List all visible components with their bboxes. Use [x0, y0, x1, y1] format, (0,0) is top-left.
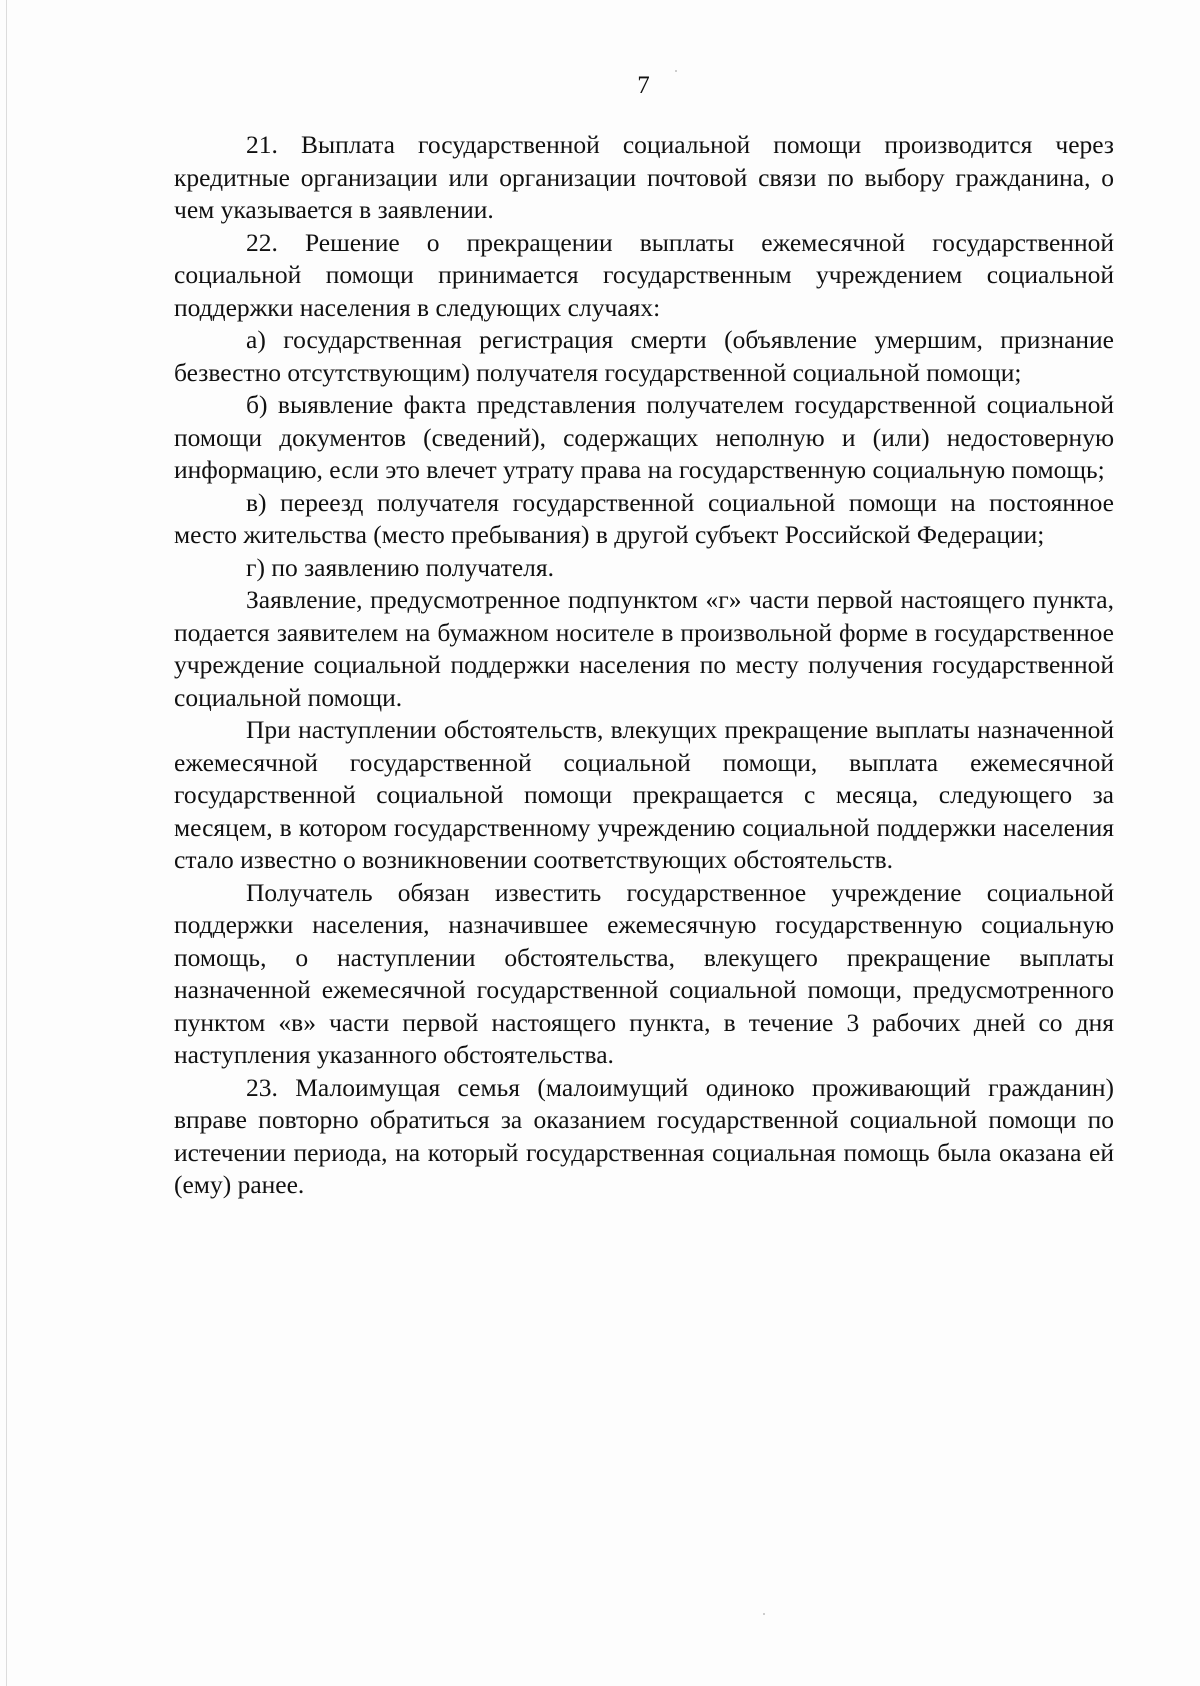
paragraph-termination: При наступлении обстоятельств, влекущих прекращение выплаты назначенной ежемесячной государственной социальной помощи, выплата ежемесячной государственной социальной помощи прекращается с месяца, следующего за месяцем, в котором государственному учреждению социальной поддержки населения стало известно о возникновении соответствующих обстоятельств.: [174, 715, 1114, 874]
paragraph-23: 23. Малоимущая семья (малоимущий одиноко проживающий гражданин) вправе повторно обратиться за оказанием государственной социальной помощи по истечении периода, на который государственная социальная помощь была оказана ей (ему) ранее.: [174, 1072, 1114, 1199]
paragraph-application: Заявление, предусмотренное подпунктом «г» части первой настоящего пункта, подается заявителем на бумажном носителе в произвольной форме в государственное учреждение социальной поддержки населения по месту получения государственной социальной помощи.: [174, 585, 1114, 712]
paragraph-recipient-duty: Получатель обязан известить государственное учреждение социальной поддержки населения, назначившее ежемесячную государственную социальную помощь, о наступлении обстоятельства, влекущего прекращение выплаты назначенной ежемесячной государственной социальной помощи, предусмотренного пунктом «в» части первой настоящего пункта, в течение 3 рабочих дней со дня наступления указанного обстоятельства.: [174, 877, 1114, 1069]
subitem-b: б) выявление факта представления получателем государственной социальной помощи документов (сведений), содержащих неполную и (или) недостоверную информацию, если это влечет утрату права на государственную социальную помощь;: [174, 390, 1114, 484]
scan-speck: [763, 1613, 765, 1615]
page-number: 7: [637, 72, 650, 99]
scan-edge-line: [6, 0, 7, 1686]
subitem-g: г) по заявлению получателя.: [246, 552, 554, 582]
paragraph-21: 21. Выплата государственной социальной помощи производится через кредитные организации или организации почтовой связи по выбору гражданина, о чем указывается в заявлении.: [174, 130, 1114, 224]
subitem-v: в) переезд получателя государственной социальной помощи на постоянное место жительства (место пребывания) в другой субъект Российской Федерации;: [174, 487, 1114, 549]
paragraph-22: 22. Решение о прекращении выплаты ежемесячной государственной социальной помощи принимается государственным учреждением социальной поддержки населения в следующих случаях:: [174, 227, 1114, 322]
subitem-a: а) государственная регистрация смерти (объявление умершим, признание безвестно отсутствующим) получателя государственной социальной помощи;: [174, 325, 1114, 387]
document-body: [174, 129, 1114, 1202]
